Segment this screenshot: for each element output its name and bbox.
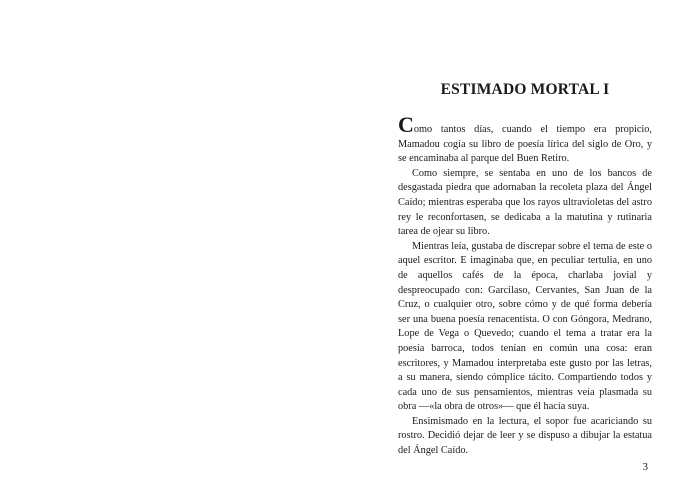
chapter-title: ESTIMADO MORTAL I [440, 81, 610, 98]
page-number: 3 [642, 461, 648, 473]
paragraph-1-text: omo tantos días, cuando el tiempo era propicio, Mamadou cogía su libro de poesía lírica del siglo de Oro, y se encaminaba al parque del Buen Retiro. [398, 124, 652, 165]
body-text [398, 112, 652, 459]
right-page [350, 0, 700, 500]
paragraph-1 [398, 112, 652, 167]
paragraph-2: Como siempre, se sentaba en uno de los bancos de desgastada piedra que adornaban la recoleta plaza del Ángel Caído; mientras esperaba que los rayos ultravioletas del astro rey le reconfortasen, se dedicaba a la matutina y rutinaria tarea de ojear su libro. [398, 167, 652, 238]
paragraph-3: Mientras leía, gustaba de discrepar sobre el tema de este o aquel escritor. E imaginaba que, en peculiar tertulia, en uno de aquellos cafés de la época, charlaba jovial y despreocupado con: Garcilaso, Cervantes, San Juan de la Cruz, o cualquier otro, sobre cómo y de qué forma debería ser una buena poesía renacentista. O con Góngora, Medrano, Lope de Vega o Quevedo; cuando el tema a tratar era la poesía barroca, todos tenían en común una cosa: eran escritores, y Mamadou interpretaba este gusto por las letras, a su manera, siendo cómplice tácito. Compartiendo todos y cada uno de sus pensamientos, mientras veía plasmada su obra —«la obra de otros»— que él hacía suya. [398, 240, 652, 413]
paragraph-4: Ensimismado en la lectura, el sopor fue acariciando su rostro. Decidió dejar de leer y se dispuso a dibujar la estatua del Ángel Caído. [398, 415, 652, 457]
drop-cap: C [398, 112, 414, 137]
